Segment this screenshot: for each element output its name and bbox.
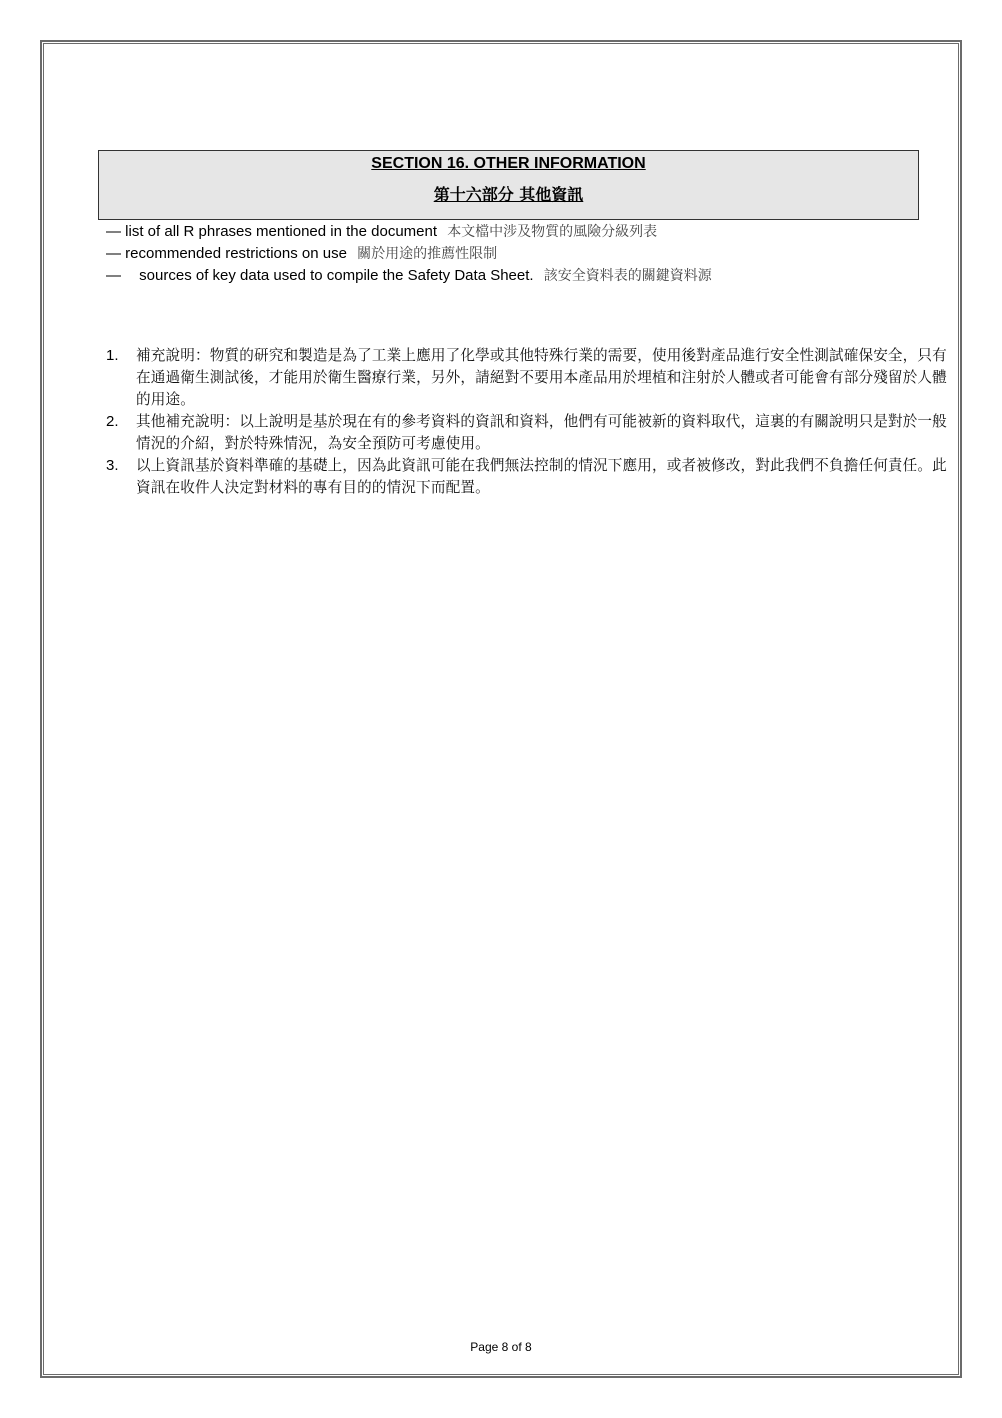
item-text-zh: 關於用途的推薦性限制 xyxy=(357,246,498,262)
note-item xyxy=(106,411,948,455)
list-item xyxy=(106,265,946,287)
note-text: 其他補充說明：以上說明是基於現在有的參考資料的資訊和資料，他們有可能被新的資料取代，這裏的有關說明只是對於一般情況的介紹，對於特殊情況，為安全預防可考慮使用。 xyxy=(136,413,947,452)
note-number: 2. xyxy=(106,413,119,430)
dash-marker: — xyxy=(106,267,121,284)
item-text-zh: 該安全資料表的關鍵資料源 xyxy=(543,268,712,284)
note-text: 補充說明：物質的研究和製造是為了工業上應用了化學或其他特殊行業的需要，使用後對產品進行安全性測試確保安全，只有在通過衛生測試後，才能用於衛生醫療行業，另外，請絕對不要用本產品用於埋植和注射於人體或者可能會有部分殘留於人體的用途。 xyxy=(136,347,947,408)
page-number: Page 8 of 8 xyxy=(470,1340,532,1354)
note-number: 3. xyxy=(106,457,119,474)
item-text-zh: 本文檔中涉及物質的風險分級列表 xyxy=(447,224,658,240)
notes-list xyxy=(106,345,948,499)
item-text-en: list of all R phrases mentioned in the document xyxy=(125,223,438,240)
dash-marker: — xyxy=(106,223,121,240)
list-item xyxy=(106,221,946,243)
note-text: 以上資訊基於資料準確的基礎上，因為此資訊可能在我們無法控制的情況下應用，或者被修改，對此我們不負擔任何責任。此資訊在收件人決定對材料的專有目的的情況下而配置。 xyxy=(136,457,947,496)
section-header xyxy=(98,150,919,220)
note-item xyxy=(106,455,948,499)
other-info-list xyxy=(106,221,946,287)
item-text-en: recommended restrictions on use xyxy=(125,245,347,262)
list-item xyxy=(106,243,946,265)
note-number: 1. xyxy=(106,347,119,364)
section-title-zh: 第十六部分 其他資訊 xyxy=(433,185,584,204)
note-item xyxy=(106,345,948,411)
section-title-en: SECTION 16. OTHER INFORMATION xyxy=(371,155,646,172)
dash-marker: — xyxy=(106,245,121,262)
item-text-en: sources of key data used to compile the Safety Data Sheet. xyxy=(139,267,534,284)
